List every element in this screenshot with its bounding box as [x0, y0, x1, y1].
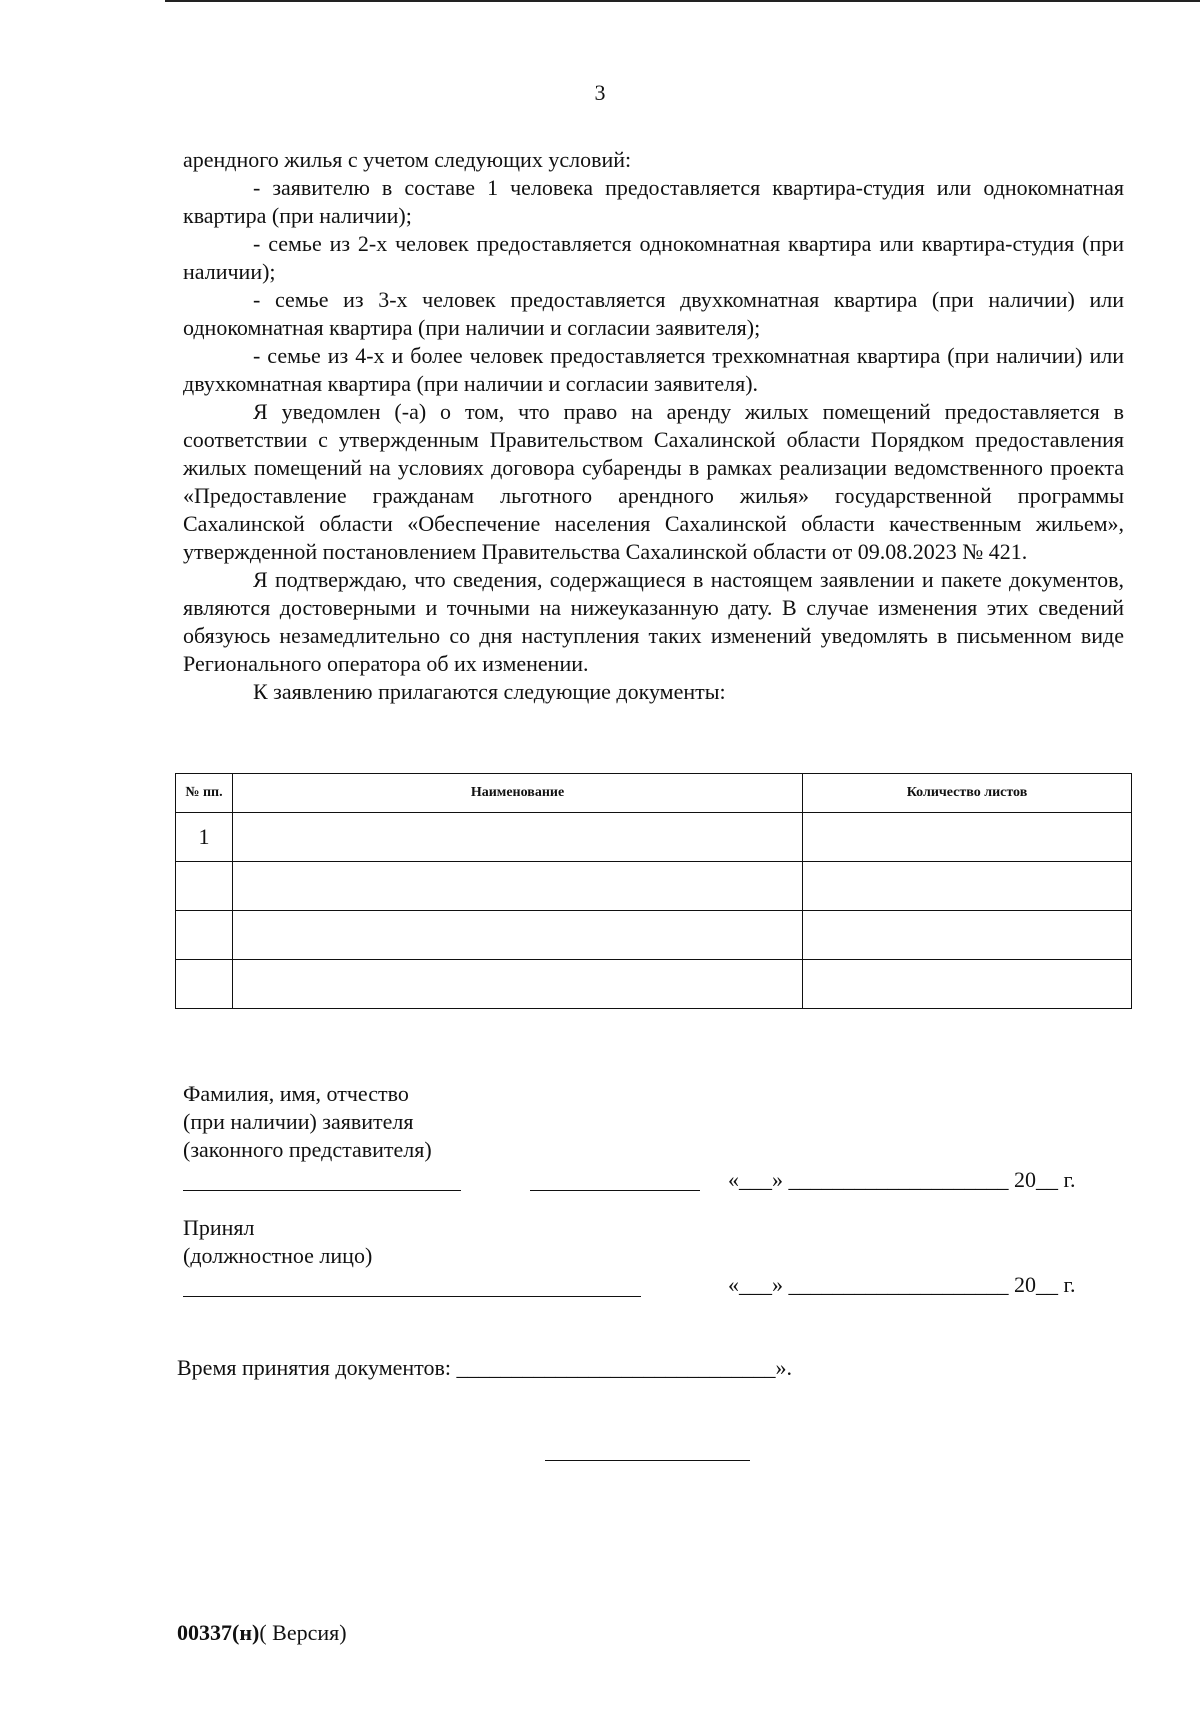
cell-sheets[interactable] [803, 862, 1132, 911]
cell-number[interactable]: 1 [176, 813, 233, 862]
bottom-separator-line [545, 1460, 750, 1461]
paragraph-confirmation: Я подтверждаю, что сведения, содержащиеся в настоящем заявлении и пакете документов, являются достоверными и точными на нижеуказанную дату. В случае изменения этих сведений обязуюсь незамедлительно со дня наступления таких изменений уведомлять в письменном виде Регионального оператора об их изменении. [183, 567, 1124, 676]
time-of-acceptance[interactable]: Время принятия документов: _____________________________». [177, 1355, 792, 1380]
applicant-label [183, 1080, 432, 1164]
paragraph-condition-4: - семье из 4-х и более человек предоставляется трехкомнатная квартира (при наличии) или двухкомнатная квартира (при наличии и согласии заявителя). [183, 343, 1124, 396]
cell-number[interactable] [176, 960, 233, 1009]
cell-sheets[interactable] [803, 911, 1132, 960]
cell-number[interactable] [176, 862, 233, 911]
table-row [176, 960, 1132, 1009]
table-row [176, 911, 1132, 960]
top-border-line [165, 0, 1200, 2]
document-footer [177, 1620, 347, 1646]
accepted-label [183, 1214, 372, 1270]
cell-number[interactable] [176, 911, 233, 960]
header-name: Наименование [233, 774, 803, 813]
table-header-row [176, 774, 1132, 813]
applicant-date[interactable]: «___» ____________________ 20__ г. [728, 1167, 1076, 1192]
cell-name[interactable] [233, 813, 803, 862]
cell-name[interactable] [233, 911, 803, 960]
accepted-label-line1: Принял [183, 1215, 255, 1240]
applicant-name-line[interactable] [183, 1190, 461, 1191]
table-row [176, 813, 1132, 862]
documents-table [175, 773, 1132, 1009]
paragraph-condition-1: - заявителю в составе 1 человека предоставляется квартира-студия или однокомнатная квартира (при наличии); [183, 175, 1124, 228]
page-number: 3 [594, 80, 606, 105]
header-sheets: Количество листов [803, 774, 1132, 813]
applicant-label-line1: Фамилия, имя, отчество [183, 1081, 409, 1106]
paragraph-intro: арендного жилья с учетом следующих условий: [183, 147, 632, 172]
paragraph-notice: Я уведомлен (-а) о том, что право на аренду жилых помещений предоставляется в соответствии с утвержденным Правительством Сахалинской области Порядком предоставления жилых помещений на условиях договора субаренды в рамках реализации ведомственного проекта «Предоставление гражданам льготного арендного жилья» государственной программы Сахалинской области «Обеспечение населения Сахалинской области качественным жильем», утвержденной постановлением Правительства Сахалинской области от 09.08.2023 № 421. [183, 399, 1124, 564]
applicant-label-line3: (законного представителя) [183, 1137, 432, 1162]
paragraph-attachments: К заявлению прилагаются следующие документы: [253, 679, 726, 704]
applicant-signature-line[interactable] [530, 1190, 700, 1191]
accepted-label-line2: (должностное лицо) [183, 1243, 373, 1268]
cell-name[interactable] [233, 960, 803, 1009]
official-name-line[interactable] [183, 1296, 641, 1297]
body-text [183, 146, 1124, 706]
header-number: № пп. [176, 774, 233, 813]
cell-name[interactable] [233, 862, 803, 911]
table-row [176, 862, 1132, 911]
paragraph-condition-3: - семье из 3-х человек предоставляется двухкомнатная квартира (при наличии) или однокомнатная квартира (при наличии и согласии заявителя); [183, 287, 1124, 340]
cell-sheets[interactable] [803, 813, 1132, 862]
footer-version: ( Версия) [259, 1620, 347, 1645]
footer-code: 00337(н) [177, 1620, 260, 1645]
applicant-label-line2: (при наличии) заявителя [183, 1109, 414, 1134]
paragraph-condition-2: - семье из 2-х человек предоставляется однокомнатная квартира или квартира-студия (при наличии); [183, 231, 1124, 284]
cell-sheets[interactable] [803, 960, 1132, 1009]
accepted-date[interactable]: «___» ____________________ 20__ г. [728, 1272, 1076, 1297]
